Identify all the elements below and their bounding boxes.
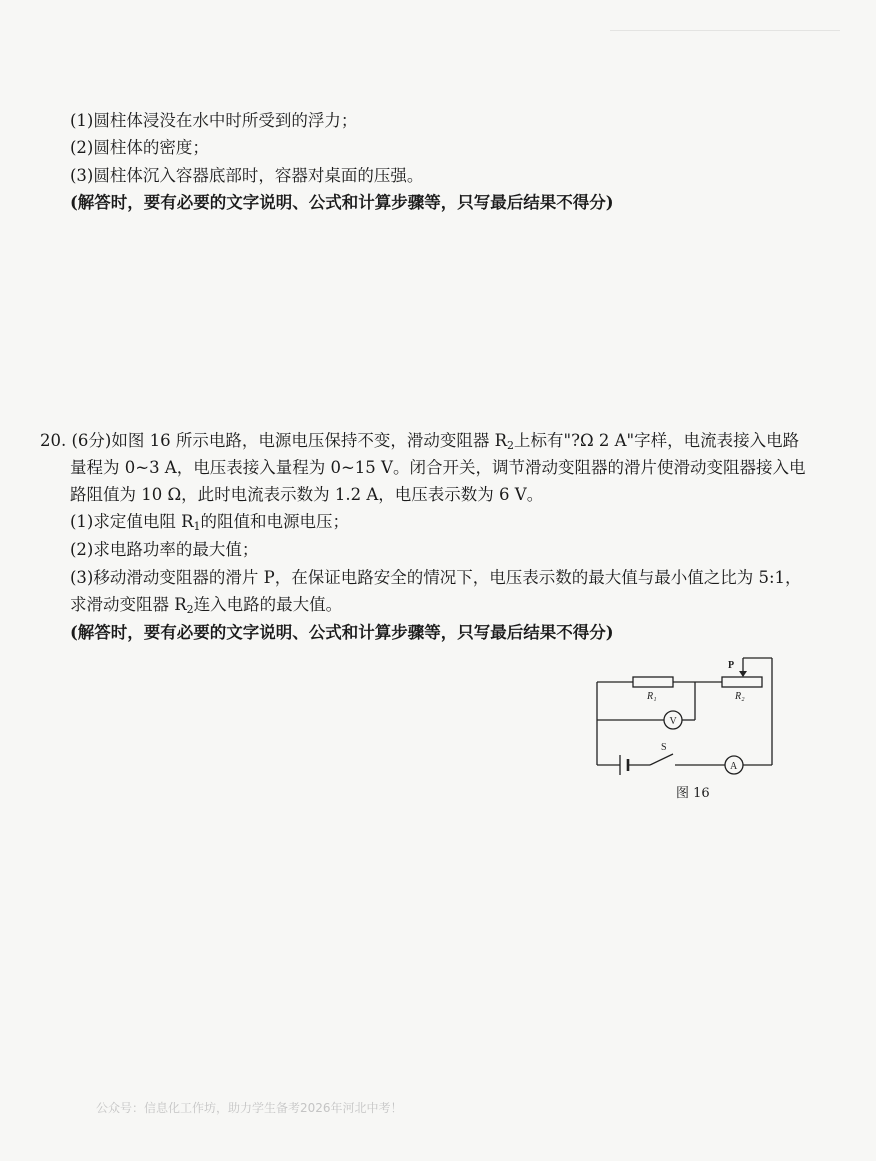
q20-sub-question-1: [70, 511, 349, 538]
sub-question-2: (2)圆柱体的密度；: [70, 138, 209, 157]
q20-sub3-text-b: 连入电路的最大值。: [193, 595, 343, 614]
q20-sub1-text-b: 的阻值和电源电压；: [200, 512, 350, 531]
question-20-line-3: 路阻值为 10 Ω，此时电流表示数为 1.2 A，电压表示数为 6 V。: [70, 485, 544, 504]
ammeter-label: A: [730, 761, 738, 772]
top-rule: [610, 30, 840, 31]
q20-sub1-subscript: 1: [193, 520, 201, 533]
question-20-line-2: 量程为 0~3 A，电压表接入量程为 0~15 V。闭合开关，调节滑动变阻器的滑片使滑动变阻器接入电: [70, 458, 806, 477]
circuit-diagram: [585, 652, 785, 777]
q20-sub-question-2: (2)求电路功率的最大值；: [70, 540, 259, 559]
q20-answer-note: (解答时，要有必要的文字说明、公式和计算步骤等，只写最后结果不得分): [70, 623, 614, 642]
label-p: P: [728, 660, 735, 671]
voltmeter-label: V: [669, 716, 677, 727]
rheostat-r2: [722, 677, 762, 687]
q20-line1-subscript: 2: [507, 439, 515, 452]
label-r1: R₁: [647, 691, 657, 702]
footer-watermark: 公众号：信息化工作坊，助力学生备考2026年河北中考！: [96, 1101, 403, 1115]
resistor-r1: [633, 677, 673, 687]
q20-sub1-text-a: (1)求定值电阻 R: [70, 512, 194, 531]
slider-arrow-icon: [739, 671, 747, 677]
q20-sub-question-3-line-2: [70, 594, 342, 621]
question-20-line-1: [40, 430, 799, 457]
sub-question-1: (1)圆柱体浸没在水中时所受到的浮力；: [70, 111, 358, 130]
figure-caption: 图 16: [676, 786, 710, 801]
label-r2: R₂: [735, 691, 745, 702]
q20-line1-text-b: 上标有"?Ω 2 A"字样，电流表接入电路: [514, 431, 800, 450]
label-s: S: [661, 742, 667, 753]
sub-question-3: (3)圆柱体沉入容器底部时，容器对桌面的压强。: [70, 166, 424, 185]
q20-sub-question-3-line-1: (3)移动滑动变阻器的滑片 P，在保证电路安全的情况下，电压表示数的最大值与最小值之比为 5:1，: [70, 568, 802, 587]
switch-s: [650, 754, 673, 765]
q20-sub3-text-a: 求滑动变阻器 R: [70, 595, 187, 614]
q20-line1-text-a: 20. (6分)如图 16 所示电路，电源电压保持不变，滑动变阻器 R: [40, 431, 508, 450]
q20-sub3-subscript: 2: [186, 603, 194, 616]
answer-note: (解答时，要有必要的文字说明、公式和计算步骤等，只写最后结果不得分): [70, 193, 614, 212]
